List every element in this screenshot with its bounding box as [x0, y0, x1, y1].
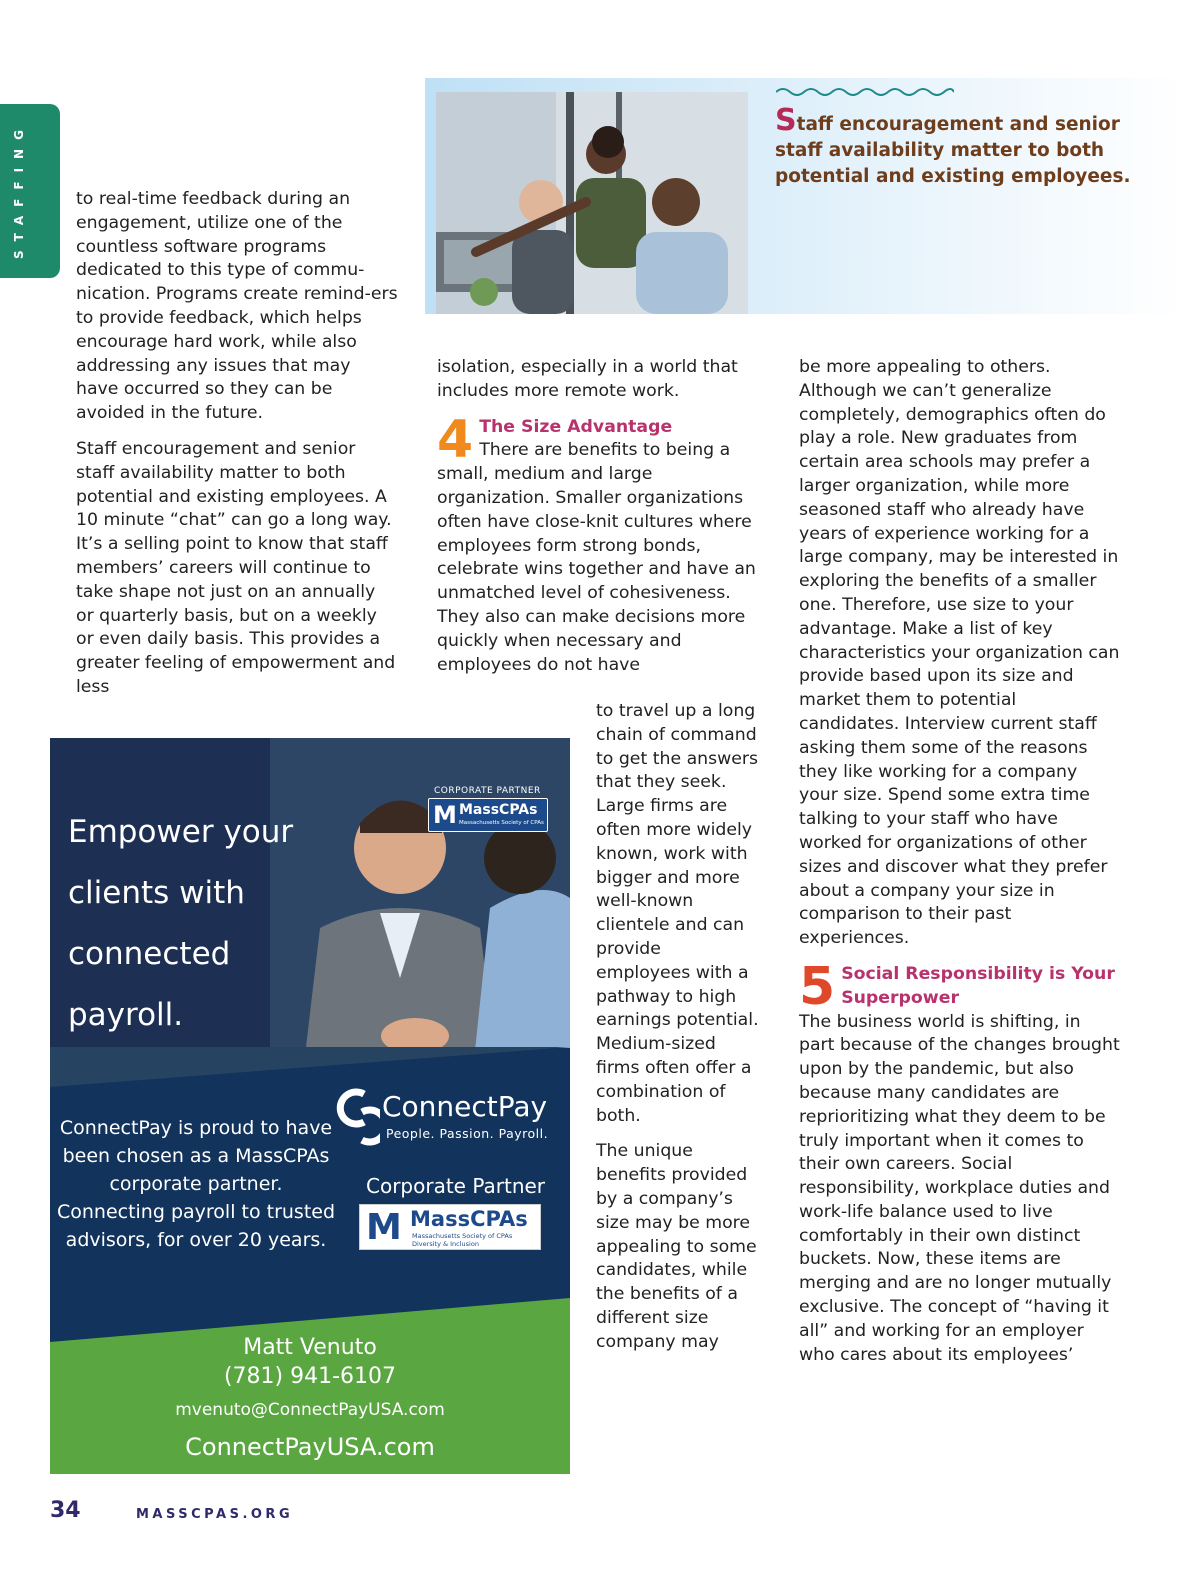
col2-paragraph-1: isolation, especially in a world that includes more remote work. — [437, 357, 738, 401]
footer-site-link[interactable]: MASSCPAS.ORG — [136, 1507, 294, 1522]
website-link[interactable]: ConnectPayUSA.com — [185, 1433, 435, 1461]
contact-email[interactable]: mvenuto@ConnectPayUSA.com — [175, 1400, 445, 1420]
page-number: 34 — [50, 1498, 81, 1523]
office-team-photo — [436, 92, 748, 314]
masscpas-badge-small — [428, 798, 548, 832]
connectpay-advertisement[interactable] — [50, 738, 570, 1474]
pull-quote-text: taff encouragement and senior staff availability matter to both potential and existing employees. — [775, 114, 1131, 187]
col3-paragraph-1: be more appealing to others. Although we can’t generalize completely, demographics often do play a role. New graduates from certain area schools may prefer a larger organization, while more seasoned staff who already have years of experience working for a large company, may be interested in exploring the benefits of a smaller one. Therefore, use size to your advantage. Make a list of key characteristics your organization can provide based upon its size and market them to potential candidates. Interview current staff asking them some of the reasons they like working for a company your size. Spend some extra time talking to your staff who have worked for organizations of other sizes and discover what they prefer about a company your size in comparison to their past experiences. — [799, 357, 1120, 949]
corporate-partner-label: Corporate Partner — [366, 1174, 546, 1198]
connectpay-logo-icon — [330, 1086, 380, 1148]
pull-quote-initial: S — [775, 103, 797, 138]
connectpay-name: ConnectPay — [382, 1090, 548, 1123]
masscpas-m-logo: M — [366, 1207, 402, 1248]
masscpas-m-logo-small: M — [433, 801, 457, 829]
office-team-illustration — [436, 92, 748, 314]
section-4-number: 4 — [437, 409, 474, 470]
ad-headline: Empower your clients with connected payroll. — [68, 814, 294, 1033]
section-5-text: The business world is shifting, in part because of the changes brought upon by the pandemic, but also because many candidates are reprioritizing what they deem to be truly important when it comes to their own careers. Social responsibility, workplace duties and work-life balance used to live comfortably in their own distinct buckets. Now, these items are merging and are no longer mutually exclusive. The concept of “having it all” and working for an employer who cares about its employees’ — [799, 1011, 1120, 1365]
connectpay-logo — [330, 1086, 560, 1148]
masscpas-small-sub: Massachusetts Society of CPAs — [459, 820, 544, 826]
section-4 — [437, 409, 757, 678]
article-column-1 — [76, 188, 398, 700]
pull-quote — [775, 103, 1135, 190]
col1-paragraph-1: to real-time feedback during an engagement, utilize one of the countless software programs dedicated to this type of commu-nication. Programs create remind-ers to provide feedback, which helps encourage hard work, while also addressing any issues that may have occurred so they can be avoided in the future. — [76, 189, 398, 424]
masscpas-sub-2: Diversity & Inclusion — [412, 1240, 479, 1248]
section-5 — [799, 956, 1121, 1368]
section-tab-label: STAFFING — [12, 121, 26, 259]
contact-phone[interactable]: (781) 941-6107 — [223, 1364, 397, 1389]
wavy-line-icon — [776, 86, 954, 98]
connectpay-tagline: People. Passion. Payroll. — [386, 1126, 549, 1141]
section-4-text: There are benefits to being a small, medium and large organization. Smaller organizations often have close-knit cultures where employees form strong bonds, celebrate wins together and have an unmatched level of cohesiveness. They also can make decisions more quickly when necessary and employees do not have — [437, 440, 756, 675]
section-tab — [0, 104, 60, 278]
masscpas-small-name: MassCPAs — [459, 802, 538, 818]
ad-diagonal-edge — [50, 1047, 570, 1087]
col1-paragraph-2: Staff encouragement and senior staff availability matter to both potential and existing employees. A 10 minute “chat” can go a long way. It’s a selling point to know that staff members’ careers will continue to take shape not just on an annually or quarterly basis, but on a weekly or even daily basis. This provides a greater feeling of empowerment and less — [76, 438, 396, 697]
contact-name: Matt Venuto — [243, 1335, 377, 1360]
section-5-heading: Social Responsibility is Your Superpower — [841, 963, 1115, 1008]
masscpas-name: MassCPAs — [410, 1207, 528, 1231]
corporate-partner-label-top: CORPORATE PARTNER — [434, 786, 541, 796]
article-column-2 — [437, 356, 757, 677]
section-4-heading: The Size Advantage — [479, 416, 673, 437]
col2b-paragraph-2: The unique benefits provided by a company’s size may be more appealing to some candidates, while the benefits of a different size company may — [596, 1141, 757, 1352]
masscpas-badge — [359, 1204, 541, 1250]
ad-contact-block — [50, 1334, 570, 1466]
article-column-3 — [799, 356, 1121, 1367]
col2b-paragraph-1: to travel up a long chain of command to get the answers that they seek. Large firms are often more widely known, work with bigger and more well-known clientele and can provide employees with a pathway to high earnings potential. Medium-sized firms often offer a combination of both. — [596, 701, 759, 1126]
masscpas-sub-1: Massachusetts Society of CPAs — [412, 1232, 513, 1240]
article-column-2b — [596, 700, 760, 1355]
section-5-number: 5 — [799, 956, 836, 1017]
ad-proud-text: ConnectPay is proud to have been chosen as a MassCPAs corporate partner. Connecting payroll to trusted advisors, for over 20 years. — [56, 1117, 336, 1251]
